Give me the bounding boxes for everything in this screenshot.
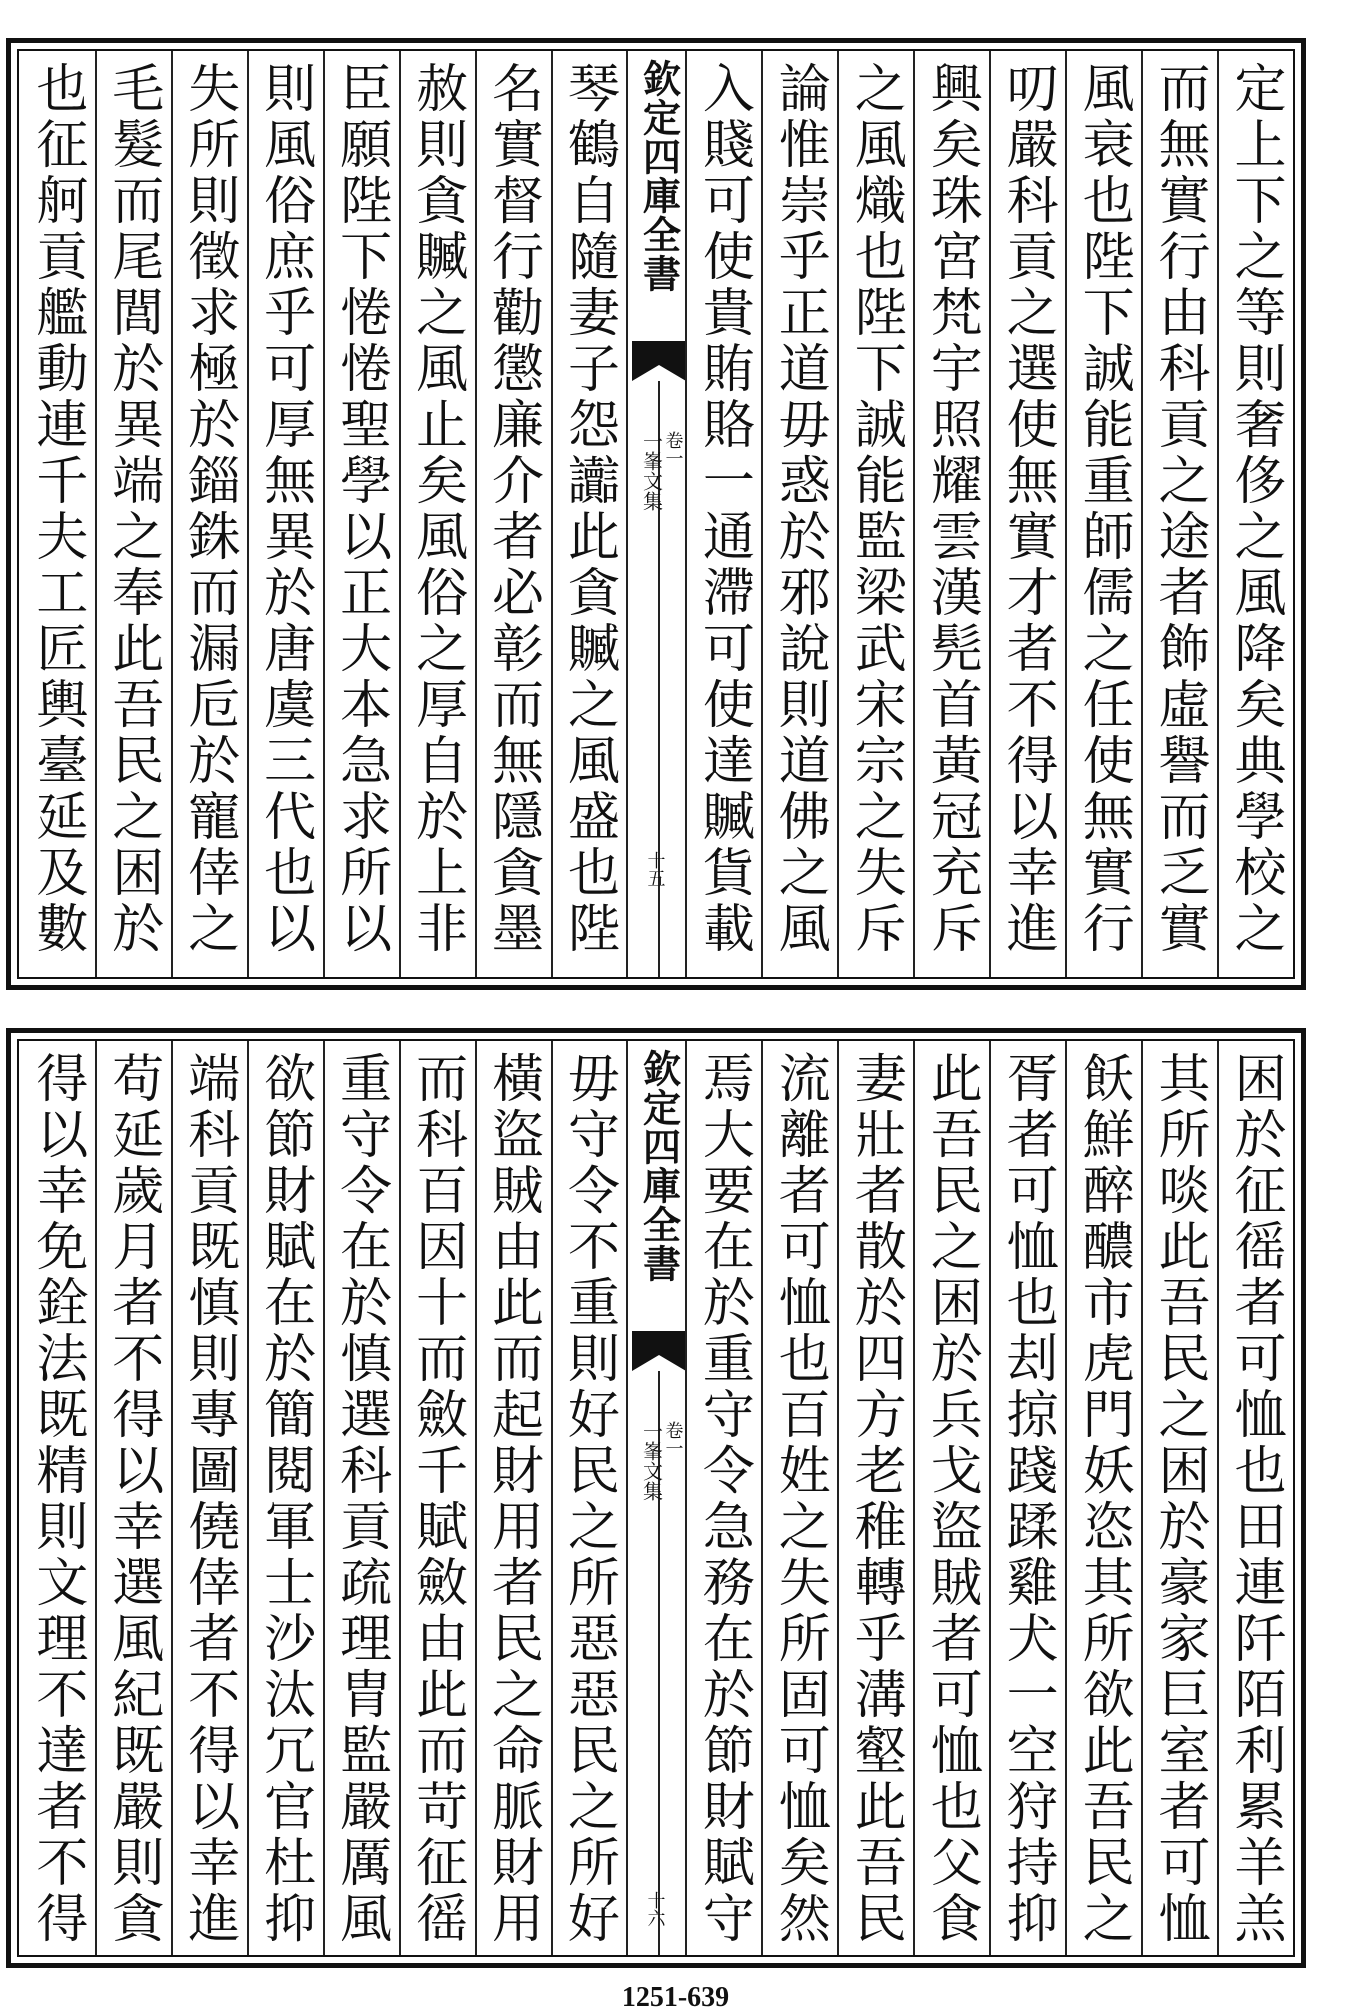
center-title: 欽定四庫全書 <box>636 1049 682 1283</box>
top-page-frame <box>6 38 1306 990</box>
text-column: 重守令在於慎選科貢疏理胄監嚴厲風 <box>323 1041 399 1955</box>
bottom-page-columns <box>19 1041 1293 1955</box>
text-column: 妻壯者散於四方老稚轉乎溝壑此吾民 <box>837 1041 913 1955</box>
text-column: 論惟崇乎正道毋惑於邪說則道佛之風 <box>761 51 837 977</box>
text-column: 失所則徵求極於錙銖而漏卮於寵倖之 <box>171 51 247 977</box>
text-column: 也征舸貢艦動連千夫工匠輿臺延及數 <box>26 61 87 957</box>
text-column: 橫盜賊由此而起財用者民之命脈財用 <box>475 1041 551 1955</box>
fishtail-ornament-icon <box>632 1331 685 1375</box>
juan-label: 卷一 <box>662 431 684 467</box>
top-page-columns <box>19 51 1293 977</box>
text-column: 叨嚴科貢之選使無實才者不得以幸進 <box>989 51 1065 977</box>
text-column: 風衰也陛下誠能重師儒之任使無實行 <box>1065 51 1141 977</box>
text-column: 流離者可恤也百姓之失所固可恤矣然 <box>761 1041 837 1955</box>
text-column: 毛髮而尾閭於異端之奉此吾民之困於 <box>95 51 171 977</box>
book-name: 一峯文集 <box>639 1421 664 1501</box>
text-column: 其所啖此吾民之困於豪家巨室者可恤 <box>1141 1041 1217 1955</box>
text-column: 入賤可使貴賄賂一通滯可使達贓貨載 <box>685 51 761 977</box>
folio-number: 十六 <box>644 1891 666 1927</box>
bottom-page-frame <box>6 1028 1306 1968</box>
text-column: 焉大要在於重守令急務在於節財賦守 <box>685 1041 761 1955</box>
text-column: 興矣珠宮梵宇照耀雲漢髡首黃冠充斥 <box>913 51 989 977</box>
text-column: 困於征徭者可恤也田連阡陌利累羊羔 <box>1217 1041 1293 1955</box>
text-column: 欲節財賦在於簡閱軍士沙汰冗官杜抑 <box>247 1041 323 1955</box>
text-column: 苟延歲月者不得以幸選風紀既嚴則貪 <box>95 1041 171 1955</box>
book-name: 一峯文集 <box>639 431 664 511</box>
text-column: 胥者可恤也刦掠踐蹂雞犬一空狩持抑 <box>989 1041 1065 1955</box>
text-column: 之風熾也陛下誠能監梁武宋宗之失斥 <box>837 51 913 977</box>
text-column: 名實督行勸懲廉介者必彰而無隱貪墨 <box>475 51 551 977</box>
fishtail-ornament-icon <box>632 341 685 385</box>
page-number: 1251-639 <box>621 1982 730 2013</box>
text-column: 赦則貪贓之風止矣風俗之厚自於上非 <box>399 51 475 977</box>
text-column: 此吾民之困於兵戈盜賊者可恤也父食 <box>913 1041 989 1955</box>
center-title: 欽定四庫全書 <box>636 59 682 293</box>
juan-label: 卷一 <box>662 1421 684 1457</box>
text-column: 琴鶴自隨妻子怨讟此貪贓之風盛也陛 <box>551 51 627 977</box>
text-column: 得以幸免銓法既精則文理不達者不得 <box>26 1051 87 1947</box>
text-column: 端科貢既慎則專圖僥倖者不得以幸進 <box>171 1041 247 1955</box>
text-column: 而科百因十而斂千賦斂由此而苛征徭 <box>399 1041 475 1955</box>
text-column: 毋守令不重則好民之所惡惡民之所好 <box>551 1041 627 1955</box>
top-page-inner-border <box>17 49 1295 979</box>
text-column: 則風俗庶乎可厚無異於唐虞三代也以 <box>247 51 323 977</box>
folio-number: 十五 <box>644 851 666 887</box>
center-fold-column <box>626 1041 685 1955</box>
text-column: 定上下之等則奢侈之風降矣典學校之 <box>1217 51 1293 977</box>
text-column: 臣願陛下惓惓聖學以正大本急求所以 <box>323 51 399 977</box>
center-fold-column <box>626 51 685 977</box>
text-column: 而無實行由科貢之途者飾虛譽而乏實 <box>1141 51 1217 977</box>
bottom-page-inner-border <box>17 1039 1295 1957</box>
text-column: 飫鮮醉醲市虎門妖恣其所欲此吾民之 <box>1065 1041 1141 1955</box>
